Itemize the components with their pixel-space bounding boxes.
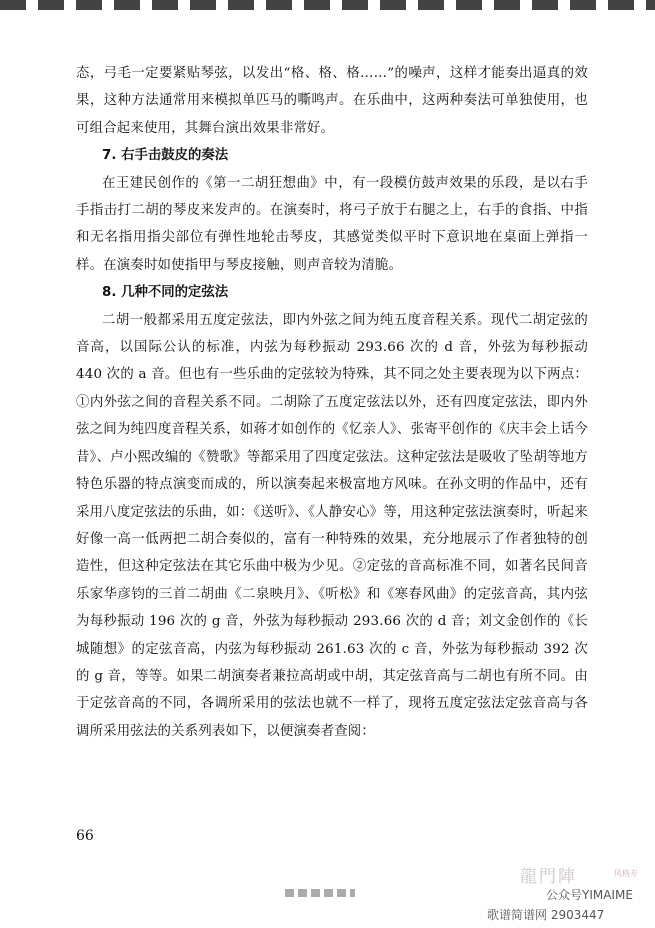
- section-8-body: 二胡一般都采用五度定弦法，即内外弦之间为纯五度音程关系。现代二胡定弦的音高，以国际公认的标准，内弦为每秒振动 293.66 次的 d 音，外弦为每秒振动 440 次的 a 音。但也有一些乐曲的定弦较为特殊，其不同之处主要表现为以下两点：①内外弦之间的音程关系不同。二胡除了五度定弦法以外，还有四度定弦法，即内外弦之间为纯四度音程关系，如蒋才如创作的《忆亲人》、张寄平创作的《庆丰会上话今昔》、卢小熙改编的《赞歌》等都采用了四度定弦法。这种定弦法是吸收了坠胡等地方特色乐器的特点演变而成的，所以演奏起来极富地方风味。在孙文明的作品中，还有采用八度定弦法的乐曲，如：《送听》、《人静安心》等，用这种定弦法演奏时，听起来好像一高一低两把二胡合奏似的，富有一种特殊的效果，充分地展示了作者独特的创造性，但这种定弦法在其它乐曲中极为少见。②定弦的音高标准不同，如著名民间音乐家华彦钧的三首二胡曲《二泉映月》、《听松》和《寒春风曲》的定弦音高，其内弦为每秒振动 196 次的 g 音，外弦为每秒振动 293.66 次的 d 音；刘文金创作的《长城随想》的定弦音高，内弦为每秒振动 261.63 次的 c 音，外弦为每秒振动 392 次的 g 音，等等。如果二胡演奏者兼拉高胡或中胡，其定弦音高与二胡也有所不同。由于定弦音高的不同，各调所采用的弦法也就不一样了，现将五度定弦法定弦音高与各调所采用弦法的关系列表如下，以便演奏者查阅：: [76, 312, 588, 739]
- section-8-heading: 8. 几种不同的定弦法: [102, 285, 229, 301]
- watermark-logo-small: 风格专: [614, 869, 638, 878]
- scan-artifact-top: [0, 0, 655, 10]
- watermark-logo: 龍門陣: [520, 867, 577, 887]
- scan-artifact-bottom: [285, 889, 355, 897]
- page-content: [76, 60, 588, 745]
- page-number: 66: [76, 828, 94, 844]
- watermark-line-2: 歌谱简谱网 2903447: [487, 908, 605, 922]
- paragraph-continued: 态，弓毛一定要紧贴琴弦，以发出“格、格、格……”的噪声，这样才能奏出逼真的效果，这种方法通常用来模拟单匹马的嘶鸣声。在乐曲中，这两种奏法可单独使用，也可组合起来使用，其舞台演出效果非常好。: [76, 66, 588, 136]
- watermark-line-1: 公众号YIMAIME: [546, 888, 633, 902]
- section-7-body: 在王建民创作的《第一二胡狂想曲》中，有一段模仿鼓声效果的乐段，是以右手手指击打二胡的琴皮来发声的。在演奏时，将弓子放于右腿之上，右手的食指、中指和无名指用指尖部位有弹性地轮击琴皮，其感觉类似平时下意识地在桌面上弹指一样。在演奏时如使指甲与琴皮接触，则声音较为清脆。: [76, 175, 588, 273]
- section-7-heading: 7. 右手击鼓皮的奏法: [102, 148, 229, 164]
